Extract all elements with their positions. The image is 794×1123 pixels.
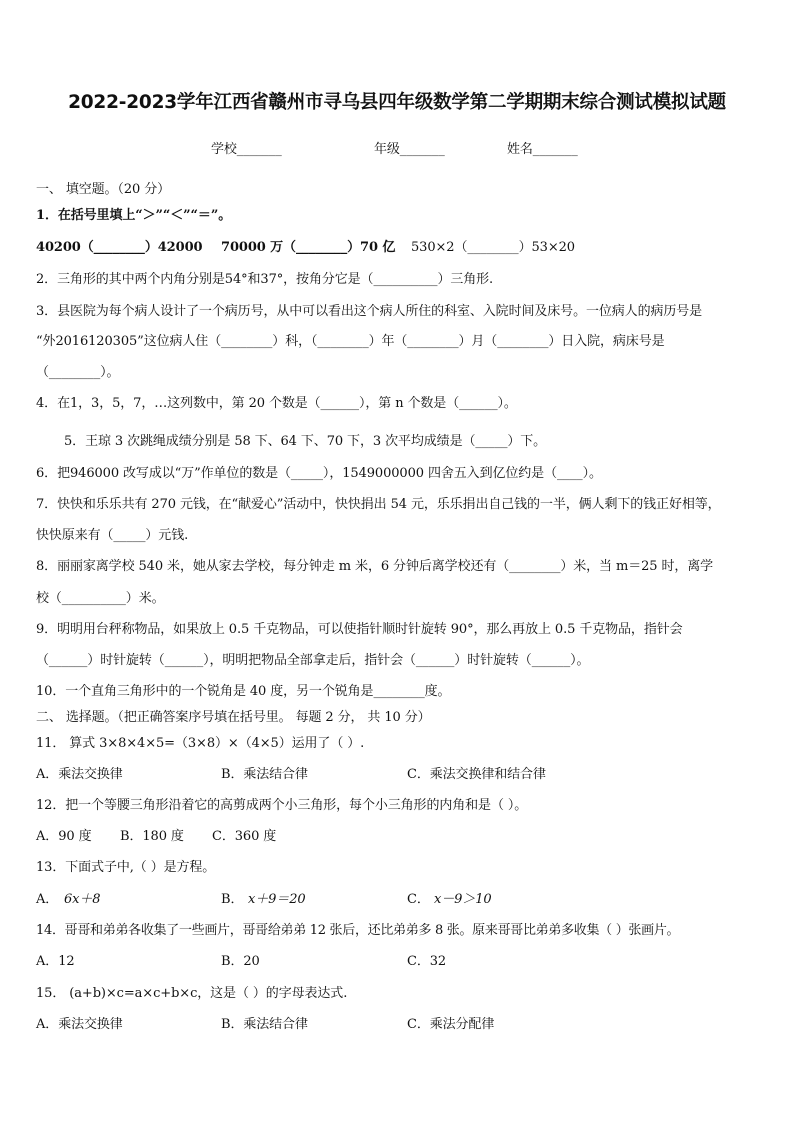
q13-option-a-expr: 6x＋8 xyxy=(64,892,101,907)
question-15: 15． (a+b)×c=a×c+b×c，这是（ ）的字母表达式. xyxy=(36,986,348,1001)
question-9-line-1: 9．明明用台秤称物品，如果放上 0.5 千克物品，可以使指针顺时针旋转 90°，那么再放上 0.5 千克物品，指针会 xyxy=(36,622,683,637)
question-3-line-3: （________）。 xyxy=(36,365,120,380)
name-field: 姓名_______ xyxy=(507,142,578,157)
question-11: 11． 算式 3×8×4×5=（3×8）×（4×5）运用了（ ）. xyxy=(36,736,365,751)
q11-option-c: C．乘法交换律和结合律 xyxy=(407,767,546,782)
question-2: 2．三角形的其中两个内角分别是54°和37°，按角分它是（__________）三角形. xyxy=(36,272,494,287)
section-heading-multiple-choice: 二、 选择题。（把正确答案序号填在括号里。 每题 2 分， 共 10 分） xyxy=(36,710,431,725)
question-7-line-1: 7．快快和乐乐共有 270 元钱，在“献爱心”活动中，快快捐出 54 元，乐乐捐出自己钱的一半，俩人剩下的钱正好相等， xyxy=(36,497,721,512)
school-field: 学校_______ xyxy=(211,142,282,157)
q14-option-b: B．20 xyxy=(221,954,260,969)
q1-item-1: 40200（________）42000 xyxy=(36,240,203,255)
q1-item-2: 70000 万（________）70 亿 xyxy=(221,240,396,255)
question-5: 5．王琼 3 次跳绳成绩分别是 58 下、64 下、70 下，3 次平均成绩是（_____）下。 xyxy=(64,434,547,449)
q12-option-c: C．360 度 xyxy=(212,829,277,844)
q15-option-a: A．乘法交换律 xyxy=(36,1017,123,1032)
q13-option-c-expr: x－9＞10 xyxy=(434,892,492,907)
q14-option-c: C．32 xyxy=(407,954,447,969)
question-8-line-1: 8．丽丽家离学校 540 米，她从家去学校，每分钟走 m 米，6 分钟后离学校还有（________）米，当 m＝25 时，离学 xyxy=(36,559,714,574)
question-8-line-2: 校（__________）米。 xyxy=(36,591,165,606)
question-6: 6．把946000 改写成以“万”作单位的数是（_____），1549000000 四舍五入到亿位约是（____）。 xyxy=(36,466,602,481)
question-7-line-2: 快快原来有（_____）元钱. xyxy=(36,528,189,543)
q13-option-a-label: A． xyxy=(36,892,59,907)
question-13: 13．下面式子中,（ ）是方程。 xyxy=(36,860,216,875)
q11-option-b: B．乘法结合律 xyxy=(221,767,308,782)
q12-option-a: A．90 度 xyxy=(36,829,92,844)
question-1: 1．在括号里填上“＞”“＜”“＝”。 xyxy=(36,208,232,223)
q15-option-c: C．乘法分配律 xyxy=(407,1017,495,1032)
q12-option-b: B．180 度 xyxy=(120,829,184,844)
page-title: 2022-2023学年江西省赣州市寻乌县四年级数学第二学期期末综合测试模拟试题 xyxy=(68,92,726,113)
q13-option-c-label: C． xyxy=(407,892,430,907)
question-3-line-2: “外2016120305”这位病人住（________）科，（________）年（________）月（________）日入院，病床号是 xyxy=(36,334,665,349)
q14-option-a: A．12 xyxy=(36,954,75,969)
question-3-line-1: 3．县医院为每个病人设计了一个病历号，从中可以看出这个病人所住的科室、入院时间及床号。一位病人的病历号是 xyxy=(36,304,703,319)
q11-option-a: A．乘法交换律 xyxy=(36,767,123,782)
q15-option-b: B．乘法结合律 xyxy=(221,1017,308,1032)
section-heading-fill-in: 一、 填空题。（20 分） xyxy=(36,182,171,197)
question-10: 10．一个直角三角形中的一个锐角是 40 度，另一个锐角是________度。 xyxy=(36,684,451,699)
question-4: 4．在1，3，5，7，…这列数中，第 20 个数是（______），第 n 个数是（______）。 xyxy=(36,396,517,411)
question-12: 12．把一个等腰三角形沿着它的高剪成两个小三角形，每个小三角形的内角和是（ ）。 xyxy=(36,798,528,813)
question-9-line-2: （______）时针旋转（______），明明把物品全部拿走后，指针会（______）时针旋转（______）。 xyxy=(36,653,590,668)
question-14: 14．哥哥和弟弟各收集了一些画片，哥哥给弟弟 12 张后，还比弟弟多 8 张。原来哥哥比弟弟多收集（ ）张画片。 xyxy=(36,923,680,938)
q1-item-3: 530×2（________）53×20 xyxy=(411,240,575,255)
grade-field: 年级_______ xyxy=(374,142,445,157)
q13-option-b-label: B． xyxy=(221,892,244,907)
q13-option-b-expr: x＋9＝20 xyxy=(248,892,306,907)
